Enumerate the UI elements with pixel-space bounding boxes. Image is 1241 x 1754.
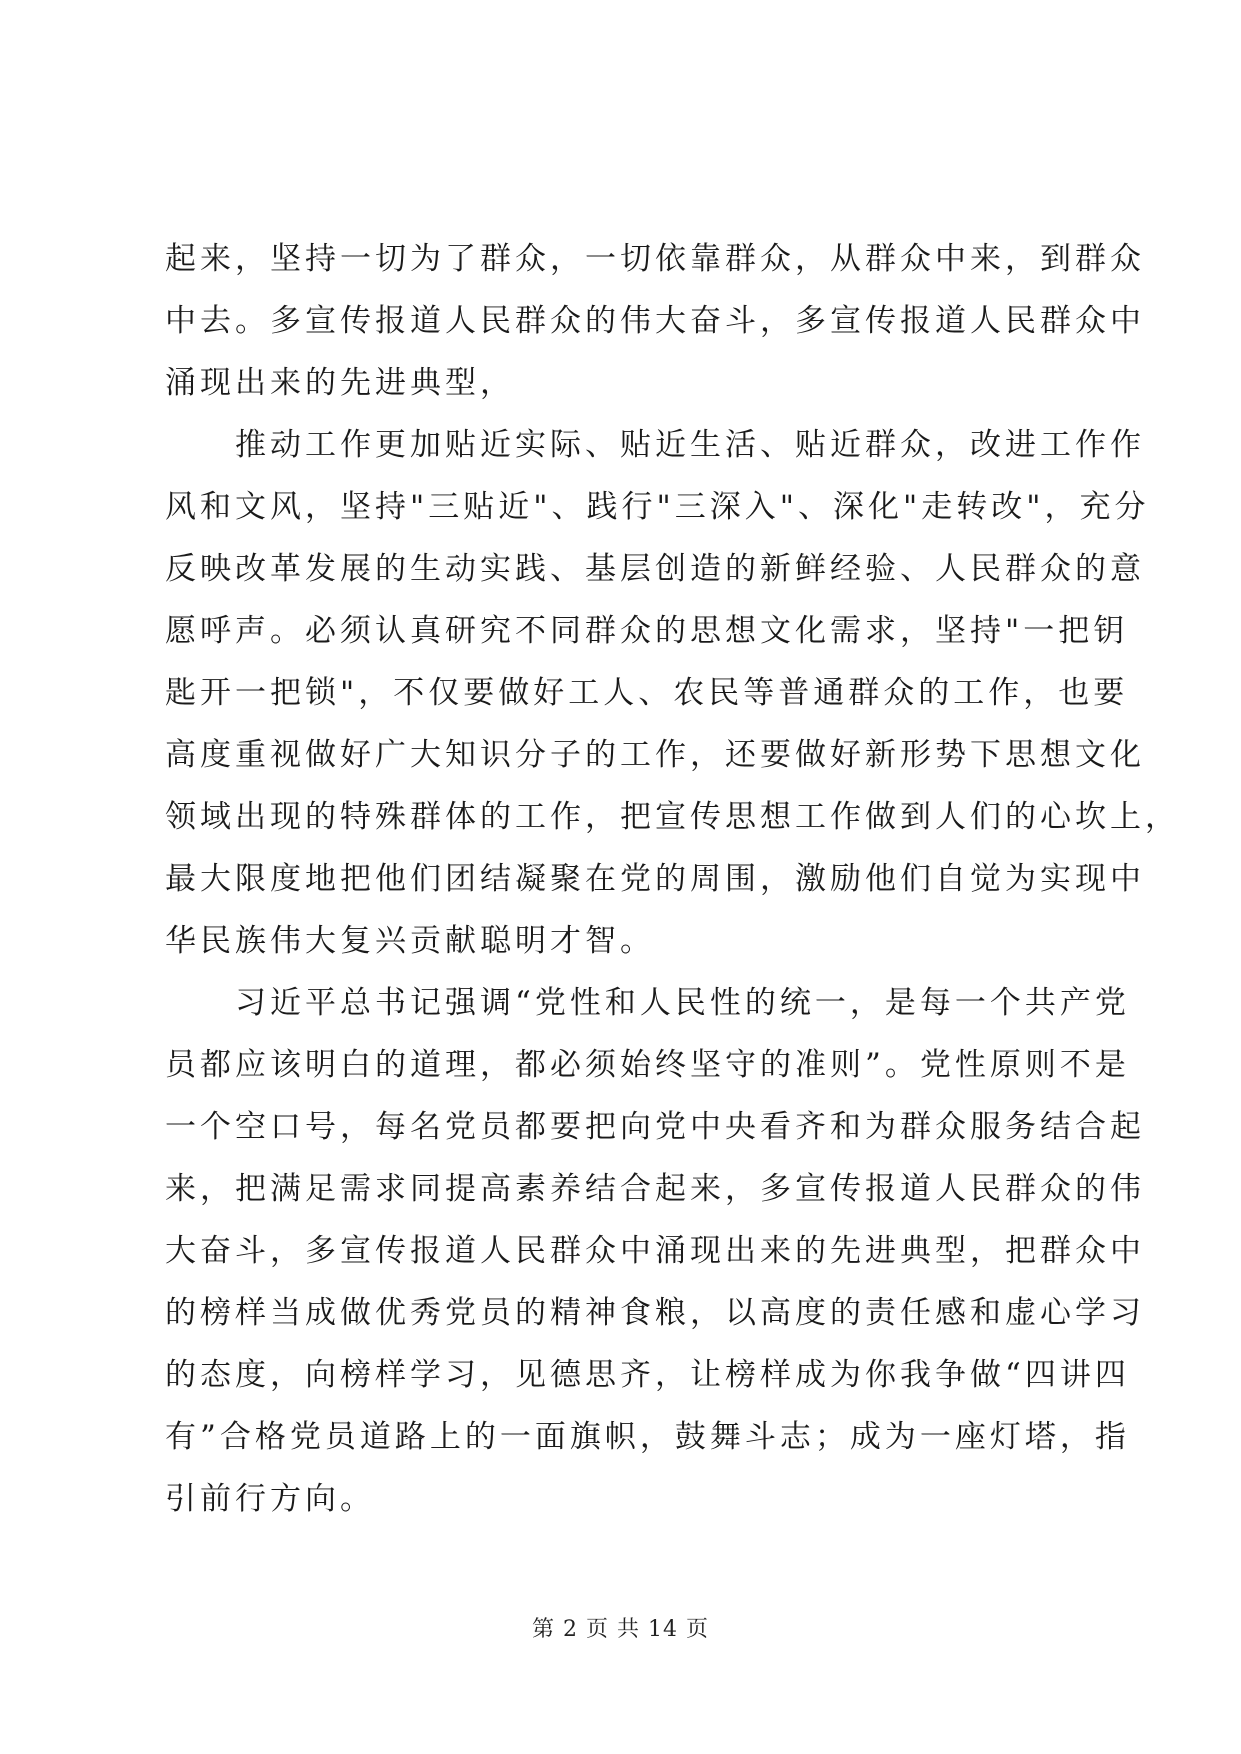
text-line: 反映改革发展的生动实践、基层创造的新鲜经验、人民群众的意 (165, 551, 1145, 587)
text-line: 推动工作更加贴近实际、贴近生活、贴近群众，改进工作作 (165, 427, 1145, 463)
text-line: 愿呼声。必须认真研究不同群众的思想文化需求，坚持"一把钥 (165, 613, 1129, 649)
text-line: 涌现出来的先进典型， (165, 365, 515, 401)
text-line: 匙开一把锁"，不仅要做好工人、农民等普通群众的工作，也要 (165, 675, 1129, 711)
text-line: 一个空口号，每名党员都要把向党中央看齐和为群众服务结合起 (165, 1109, 1145, 1145)
page-number-footer: 第 2 页 共 14 页 (532, 1617, 709, 1642)
text-line: 中去。多宣传报道人民群众的伟大奋斗，多宣传报道人民群众中 (165, 303, 1145, 339)
text-line: 引前行方向。 (165, 1481, 375, 1517)
paragraph-1 (165, 228, 1145, 414)
text-line: 大奋斗，多宣传报道人民群众中涌现出来的先进典型，把群众中 (165, 1233, 1145, 1269)
text-line: 领域出现的特殊群体的工作，把宣传思想工作做到人们的心坎上， (165, 799, 1180, 835)
text-line: 有”合格党员道路上的一面旗帜，鼓舞斗志；成为一座灯塔，指 (165, 1419, 1130, 1455)
paragraph-3 (165, 972, 1145, 1530)
paragraph-2 (165, 414, 1180, 972)
text-line: 的榜样当成做优秀党员的精神食粮，以高度的责任感和虚心学习 (165, 1295, 1145, 1331)
text-line: 高度重视做好广大知识分子的工作，还要做好新形势下思想文化 (165, 737, 1145, 773)
text-line: 习近平总书记强调“党性和人民性的统一，是每一个共产党 (165, 985, 1130, 1021)
text-line: 起来，坚持一切为了群众，一切依靠群众，从群众中来，到群众 (165, 241, 1145, 277)
text-line: 华民族伟大复兴贡献聪明才智。 (165, 923, 655, 959)
text-line: 来，把满足需求同提高素养结合起来，多宣传报道人民群众的伟 (165, 1171, 1145, 1207)
body-text (165, 228, 1180, 1530)
text-line: 最大限度地把他们团结凝聚在党的周围，激励他们自觉为实现中 (165, 861, 1145, 897)
text-line: 员都应该明白的道理，都必须始终坚守的准则”。党性原则不是 (165, 1047, 1130, 1083)
text-line: 风和文风，坚持"三贴近"、践行"三深入"、深化"走转改"，充分 (165, 489, 1150, 525)
text-line: 的态度，向榜样学习，见德思齐，让榜样成为你我争做“四讲四 (165, 1357, 1130, 1393)
